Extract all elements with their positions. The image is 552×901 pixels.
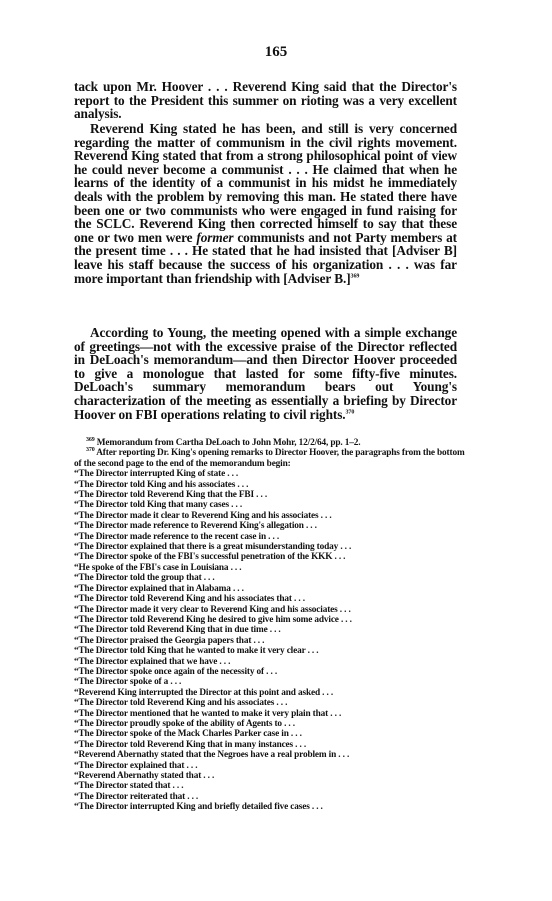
quote-paragraph-2-text: Reverend King stated he has been, and still is very concerned regarding the matter of communism in the civil rights movement. Reverend King stated that from a strong philosophical point of view he could never become a communist . . . He claimed that when he learns of the identity of a communist in his midst he immediately deals with the problem by removing this man. He stated there have been one or two communists who were engaged in fund raising for the SCLC. Reverend King then corrected himself to say that these one or two men were xyxy=(74,121,457,245)
quoted-opening: “The Director made reference to the recent case in . . . xyxy=(74,531,280,542)
quoted-opening: “The Director told Reverend King that the FBI . . . xyxy=(74,490,267,501)
footnote-number: 369 xyxy=(86,436,95,443)
body-paragraph xyxy=(74,326,457,421)
quoted-opening: “The Director made it clear to Reverend King and his associates . . . xyxy=(74,510,332,521)
quoted-opening: “Reverend King interrupted the Director at this point and asked . . . xyxy=(74,687,334,698)
quoted-opening: “The Director made it very clear to Reverend King and his associates . . . xyxy=(74,604,351,615)
quoted-opening: “Reverend Abernathy stated that . . . xyxy=(74,771,215,781)
quoted-opening: “The Director stated that . . . xyxy=(74,781,184,792)
quoted-openings-list xyxy=(74,469,466,812)
footnote-text: After reporting Dr. King's opening remarks to Director Hoover, the paragraphs from the bottom of the second page to the end of the memorandum begin: xyxy=(74,448,465,469)
quoted-opening: “The Director told Reverend King he desired to give him some advice . . . xyxy=(74,614,352,625)
quote-paragraph-1 xyxy=(74,80,457,121)
footnote-text: Memorandum from Cartha DeLoach to John Mohr, 12/2/64, pp. 1–2. xyxy=(96,438,361,448)
quoted-opening: “The Director spoke of the FBI's successful penetration of the KKK . . . xyxy=(74,552,346,563)
page-number: 165 xyxy=(264,44,288,60)
quoted-opening: “The Director proudly spoke of the ability of Agents to . . . xyxy=(74,718,295,729)
quoted-opening: “The Director told King and his associates . . . xyxy=(74,479,249,490)
quoted-opening: “The Director mentioned that he wanted to make it very plain that . . . xyxy=(74,708,342,719)
quoted-opening: “The Director told King that he wanted to make it very clear . . . xyxy=(74,646,319,657)
footnote-ref-369: 369 xyxy=(350,273,360,280)
quoted-opening: “The Director told Reverend King and his associates . . . xyxy=(74,698,288,709)
quote-paragraph-2 xyxy=(74,122,457,285)
footnote-number: 370 xyxy=(86,447,95,454)
quoted-opening: “The Director explained that . . . xyxy=(74,760,198,771)
quoted-opening: “He spoke of the FBI's case in Louisiana . . . xyxy=(74,562,242,573)
quoted-opening: “The Director told Reverend King and his associates that . . . xyxy=(74,594,305,605)
quoted-opening: “The Director told King that many cases . . . xyxy=(74,500,242,511)
quoted-opening: “The Director spoke of a . . . xyxy=(74,677,182,688)
quote-paragraph-2-text-end: communists and not Party members at the present time . . . He stated that he had insisted that [Adviser B] leave his staff because the success of his organization . . . was far more important than friendship with [Adviser B.] xyxy=(74,229,457,286)
footnote-ref-370: 370 xyxy=(345,409,355,416)
footnote-369 xyxy=(74,438,466,448)
quoted-opening: “The Director explained that we have . . . xyxy=(74,656,231,667)
quoted-opening: “Reverend Abernathy stated that the Negroes have a real problem in . . . xyxy=(74,750,350,761)
footnotes xyxy=(74,438,466,813)
quoted-opening: “The Director interrupted King and briefly detailed five cases . . . xyxy=(74,802,323,813)
quoted-opening: “The Director interrupted King of state . . . xyxy=(74,469,239,480)
quote-paragraph-1-text: tack upon Mr. Hoover . . . Reverend King said that the Director's report to the President this summer on rioting was a very excellent analysis. xyxy=(74,79,457,122)
quoted-opening: “The Director told Reverend King that in many instances . . . xyxy=(74,739,307,750)
quoted-opening: “The Director explained that there is a great misunderstanding today . . . xyxy=(74,542,352,553)
emphasis-former: former xyxy=(196,229,234,245)
quoted-opening: “The Director made reference to Reverend King's allegation . . . xyxy=(74,521,317,532)
quoted-opening: “The Director reiterated that . . . xyxy=(74,791,199,802)
quoted-opening: “The Director spoke once again of the necessity of . . . xyxy=(74,666,277,677)
body-paragraph-text: According to Young, the meeting opened with a simple exchange of greetings—not with the excessive praise of the Director reflected in DeLoach's memorandum—and then Director Hoover proceeded to give a monologue that lasted for some fifty-five minutes. DeLoach's summary memorandum bears out Young's characterization of the meeting as essentially a briefing by Director Hoover on FBI operations relating to civil rights. xyxy=(74,325,457,422)
footnote-370 xyxy=(74,448,466,469)
quoted-opening: “The Director told Reverend King that in due time . . . xyxy=(74,625,281,636)
quoted-opening: “The Director spoke of the Mack Charles Parker case in . . . xyxy=(74,729,302,740)
quoted-opening: “The Director told the group that . . . xyxy=(74,573,215,584)
quoted-opening: “The Director praised the Georgia papers that . . . xyxy=(74,635,265,646)
quoted-opening: “The Director explained that in Alabama . . . xyxy=(74,583,244,594)
